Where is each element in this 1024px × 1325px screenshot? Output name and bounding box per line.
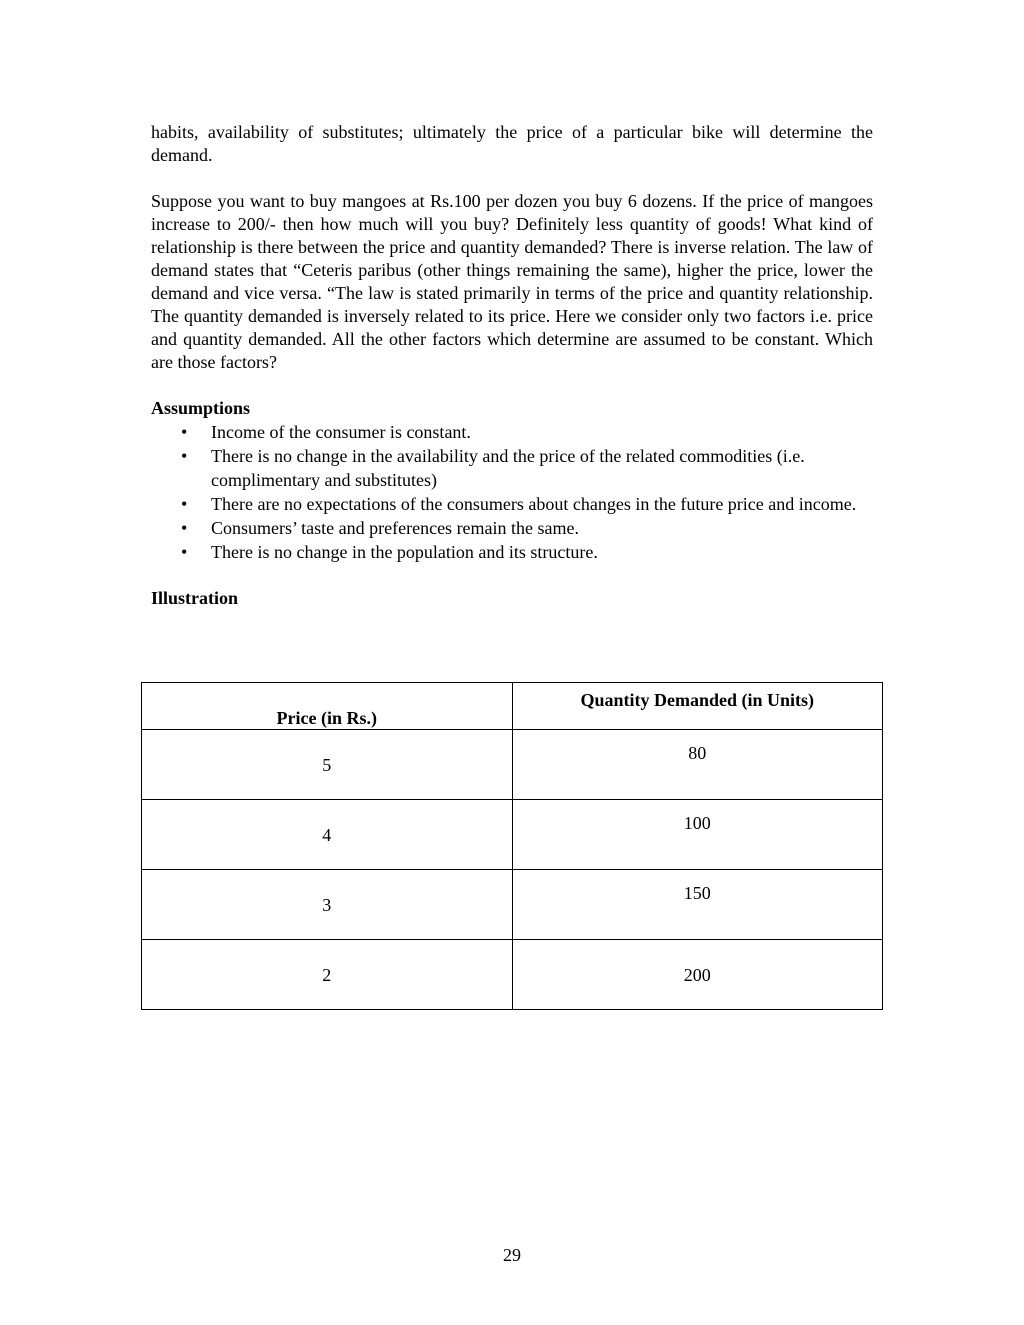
cell-price: 3 xyxy=(142,870,513,940)
bullet-icon: • xyxy=(181,542,188,562)
page-content xyxy=(151,121,873,610)
demand-schedule-table xyxy=(141,682,883,1010)
assumption-text: There are no expectations of the consumers about changes in the future price and income. xyxy=(211,494,857,514)
table-row xyxy=(142,730,883,800)
cell-quantity: 100 xyxy=(512,800,883,870)
paragraph-law-of-demand: Suppose you want to buy mangoes at Rs.100 per dozen you buy 6 dozens. If the price of mangoes increase to 200/- then how much will you buy? Definitely less quantity of goods! What kind of relationship is there between the price and quantity demanded? There is inverse relation. The law of demand states that “Ceteris paribus (other things remaining the same), higher the price, lower the demand and vice versa. “The law is stated primarily in terms of the price and quantity relationship. The quantity demanded is inversely related to its price. Here we consider only two factors i.e. price and quantity demanded. All the other factors which determine are assumed to be constant. Which are those factors? xyxy=(151,191,873,372)
header-price: Price (in Rs.) xyxy=(142,683,513,730)
bullet-icon: • xyxy=(181,446,188,466)
illustration-heading: Illustration xyxy=(151,588,239,608)
bullet-icon: • xyxy=(181,518,188,538)
assumption-item xyxy=(151,444,873,492)
assumption-text: There is no change in the population and its structure. xyxy=(211,542,598,562)
header-quantity: Quantity Demanded (in Units) xyxy=(512,683,883,730)
bullet-icon: • xyxy=(181,422,188,442)
assumptions-list xyxy=(151,420,873,564)
cell-quantity: 80 xyxy=(512,730,883,800)
cell-quantity: 200 xyxy=(512,940,883,1010)
assumption-text: Consumers’ taste and preferences remain the same. xyxy=(211,518,580,538)
table-header-row xyxy=(142,683,883,730)
assumption-item xyxy=(151,516,873,540)
assumption-item xyxy=(151,492,873,516)
cell-price: 4 xyxy=(142,800,513,870)
bullet-icon: • xyxy=(181,494,188,514)
table-row xyxy=(142,800,883,870)
assumption-item xyxy=(151,420,873,444)
paragraph-continuation: habits, availability of substitutes; ultimately the price of a particular bike will determine the demand. xyxy=(151,122,873,165)
cell-price: 2 xyxy=(142,940,513,1010)
assumption-item xyxy=(151,540,873,564)
page-number: 29 xyxy=(503,1245,521,1265)
cell-price: 5 xyxy=(142,730,513,800)
cell-quantity: 150 xyxy=(512,870,883,940)
assumption-text: Income of the consumer is constant. xyxy=(211,422,471,442)
table-row xyxy=(142,940,883,1010)
assumptions-heading: Assumptions xyxy=(151,398,251,418)
table-row xyxy=(142,870,883,940)
assumption-text: There is no change in the availability and the price of the related commodities (i.e. complimentary and substitutes) xyxy=(211,446,805,490)
